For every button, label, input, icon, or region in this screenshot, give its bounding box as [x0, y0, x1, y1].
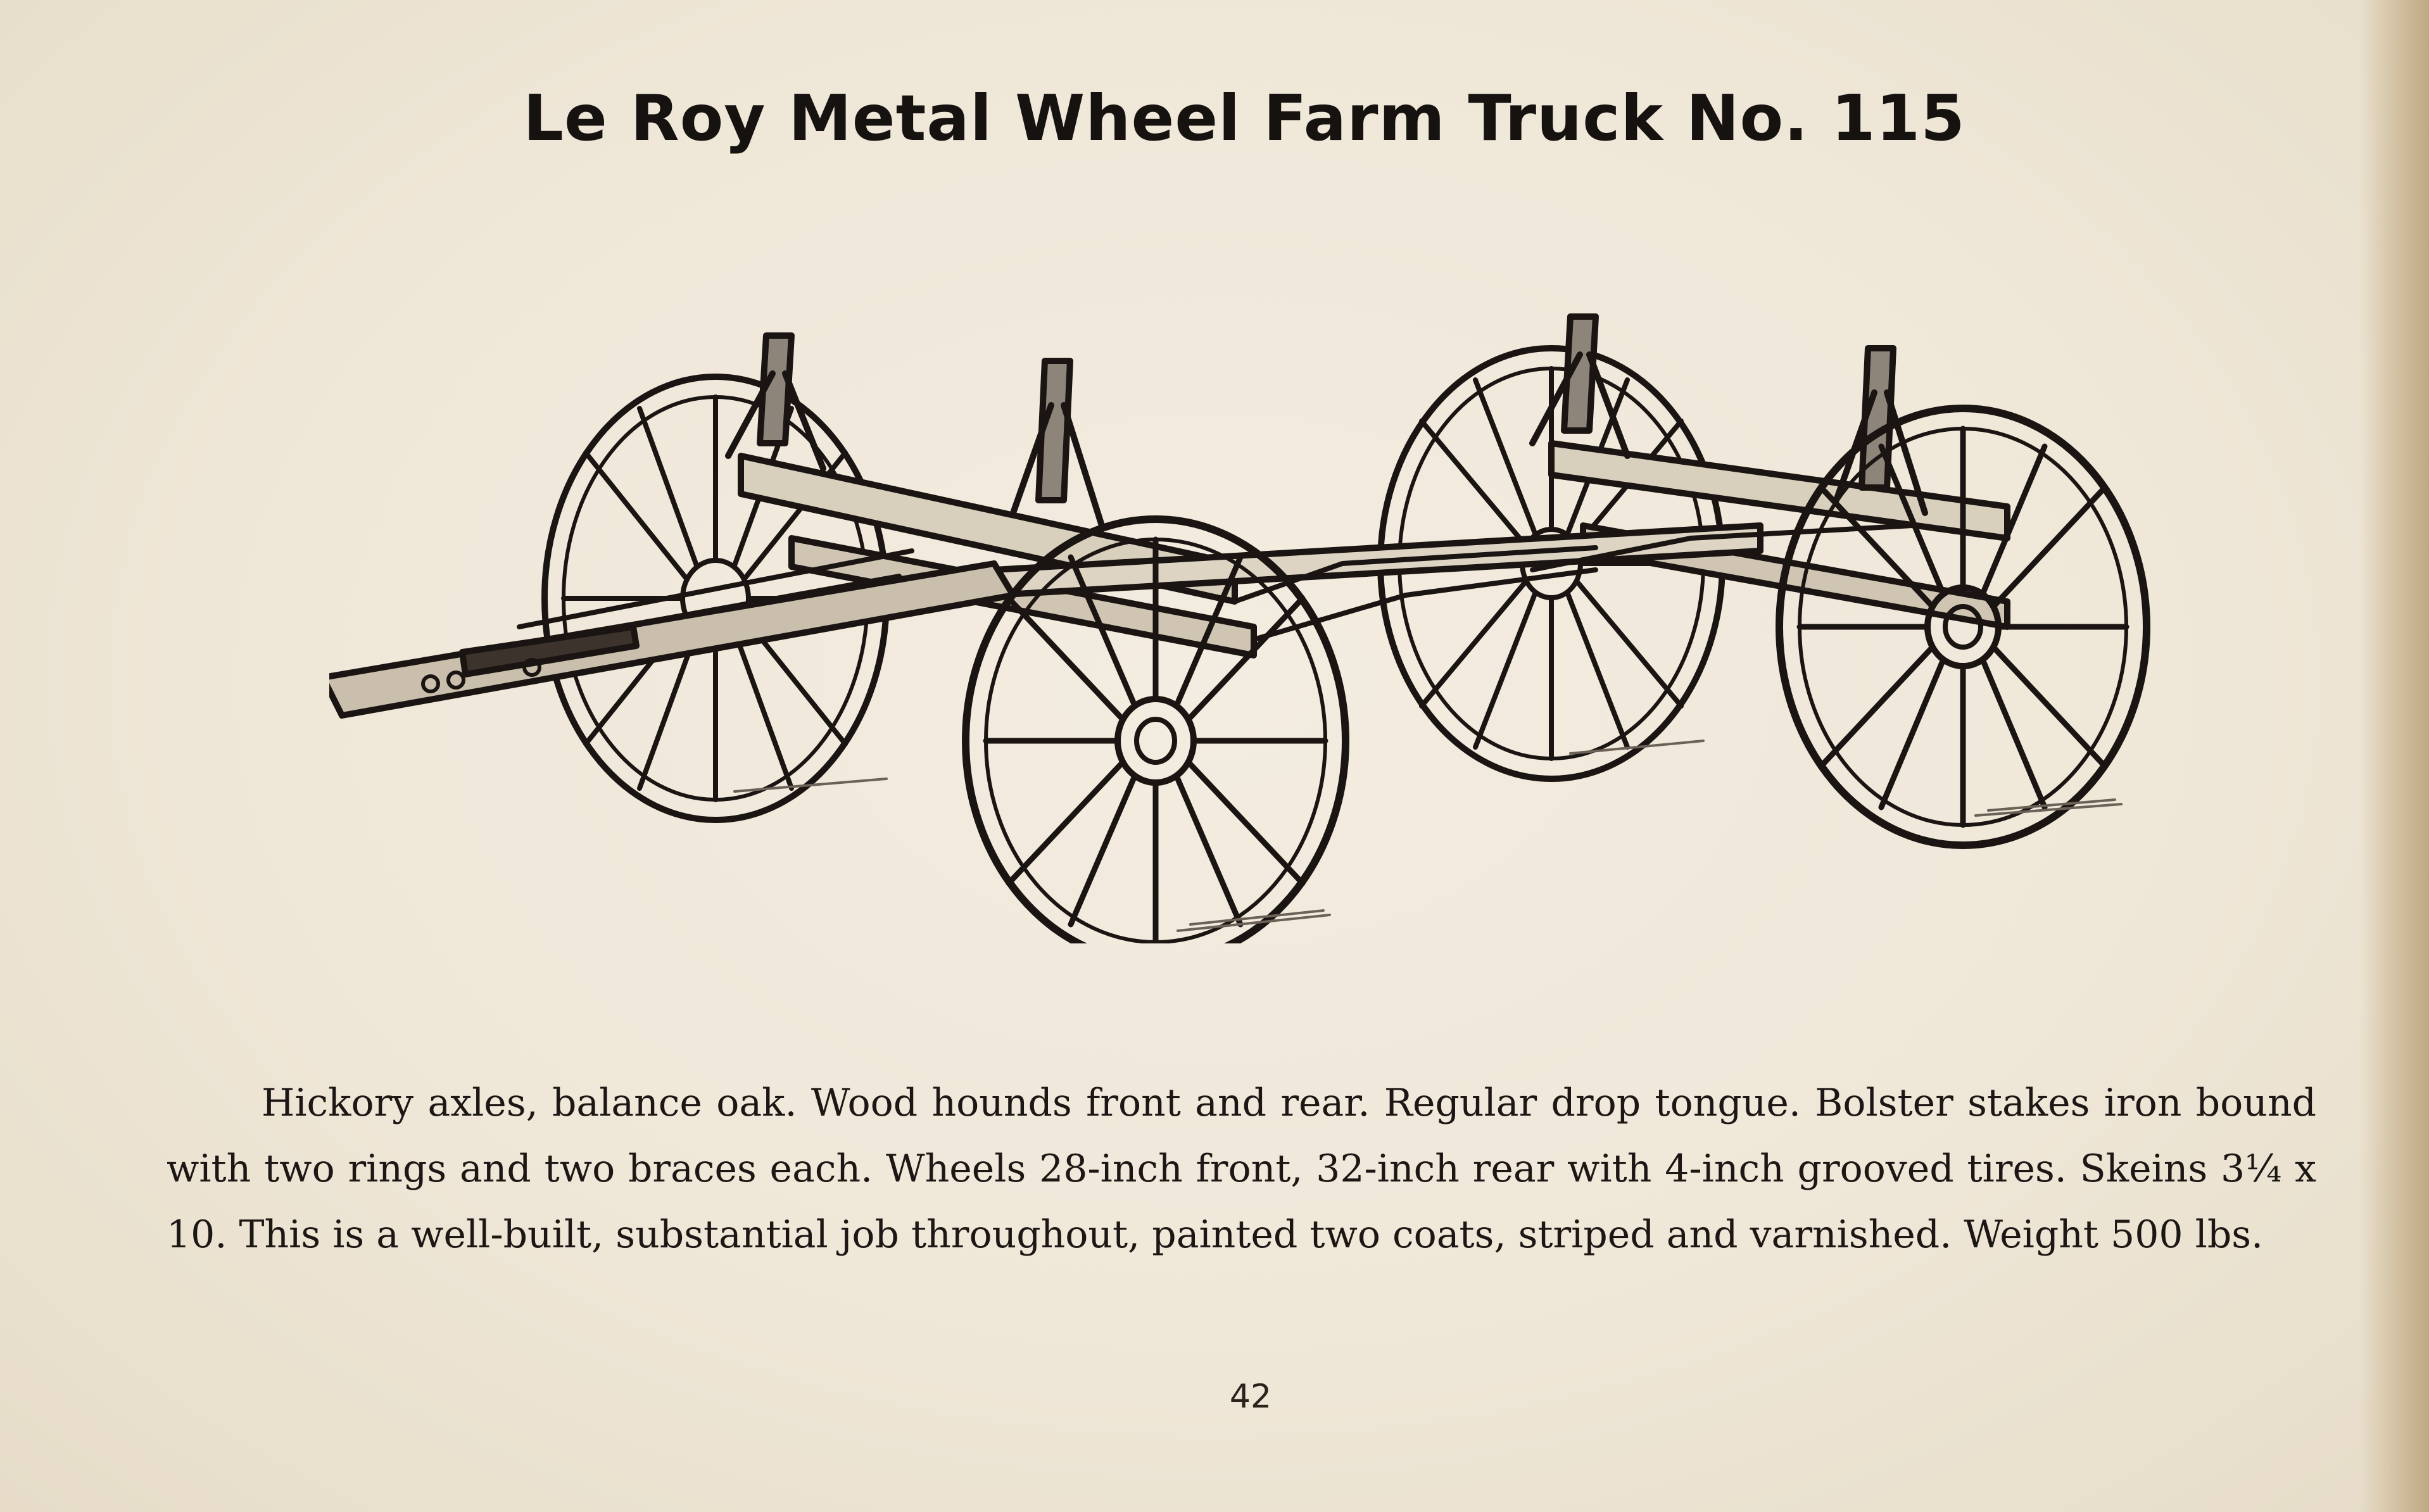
wheel-rear-near: [1779, 408, 2147, 845]
wheel-front-near: [966, 519, 1346, 943]
page-edge-shadow: [2359, 0, 2429, 1512]
page-number: 42: [1229, 1378, 1272, 1416]
description-paragraph: Hickory axles, balance oak. Wood hounds front and rear. Regular drop tongue. Bolster stakes iron bound with two rings and two braces each. Wheels 28-inch front, 32-inch rear with 4-inch grooved tires. Skeins 3¼ x 10. This is a well-built, substantial job throughout, painted two coats, striped and varnished. Weight 500 lbs.: [167, 1081, 2316, 1257]
page-title: Le Roy Metal Wheel Farm Truck No. 115: [523, 81, 1965, 155]
drop-tongue: [329, 551, 1013, 715]
farm-truck-illustration: [329, 298, 2153, 943]
